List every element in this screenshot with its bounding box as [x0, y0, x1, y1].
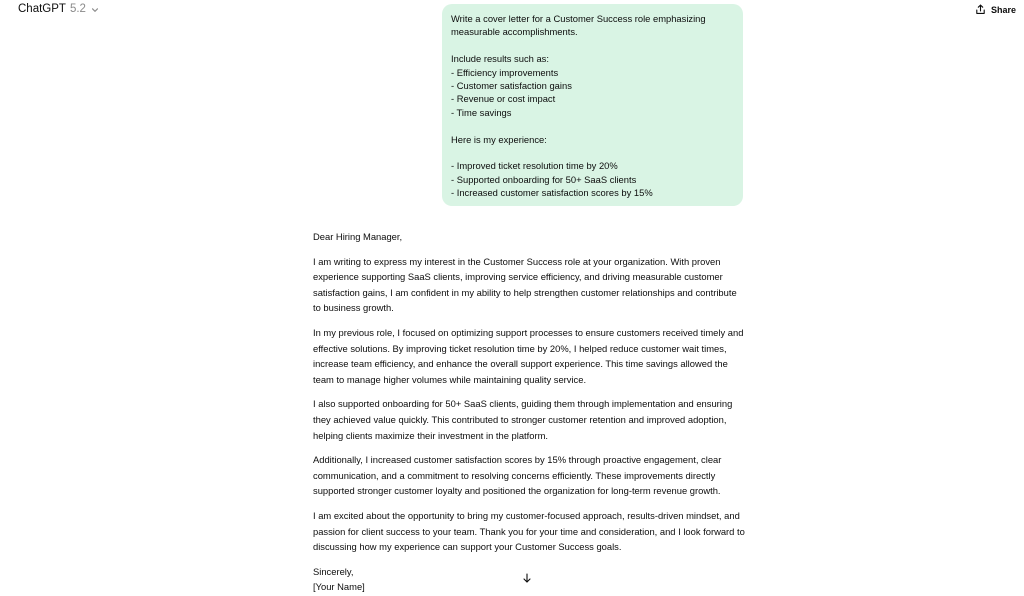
paragraph: In my previous role, I focused on optimizing support processes to ensure customers received timely and effective solutions. By improving ticket resolution time by 20%, I helped reduce customer wait times, increase team efficiency, and enhance the overall support experience. This time savings allowed the team to manage higher volumes while maintaining quality service. [313, 326, 744, 385]
model-name: ChatGPT [18, 3, 66, 15]
user-message-line: Write a cover letter for a Customer Success role emphasizing [451, 13, 706, 24]
assistant-message [313, 229, 745, 595]
closing: Sincerely, [313, 565, 354, 577]
user-message-line [451, 146, 734, 159]
user-message-line: Include results such as: [451, 53, 549, 65]
share-button[interactable] [975, 4, 1016, 15]
user-message-line [451, 39, 734, 52]
model-switcher[interactable] [18, 3, 100, 15]
user-message-line: - Revenue or cost impact [451, 93, 556, 105]
user-message-line: - Efficiency improvements [451, 66, 559, 78]
user-message-line: Here is my experience: [451, 133, 547, 145]
user-message-line: - Time savings [451, 106, 512, 118]
user-message-line: - Improved ticket resolution time by 20% [451, 160, 618, 172]
scroll-to-bottom-button[interactable] [519, 570, 535, 586]
arrow-down-icon [521, 572, 533, 584]
salutation: Dear Hiring Manager, [313, 231, 403, 242]
share-label: Share [990, 4, 1016, 15]
paragraph: I am writing to express my interest in the Customer Success role at your organization. With proven experience supporting SaaS clients, improving service efficiency, and driving measurable customer satisfaction gains, I am confident in my ability to help strengthen customer relationships and contribute to business growth. [313, 255, 737, 314]
user-message-line [451, 119, 734, 132]
user-message-line: measurable accomplishments. [451, 26, 578, 38]
signature: [Your Name] [313, 581, 365, 593]
paragraph: Additionally, I increased customer satisfaction scores by 15% through proactive engagement, clear communication, and a commitment to resolving concerns efficiently. These improvements directly supported stronger customer loyalty and positioned the organization for long-term revenue growth. [313, 454, 722, 497]
user-message-line: - Increased customer satisfaction scores by 15% [451, 187, 653, 199]
chevron-down-icon [90, 5, 100, 15]
user-message-line: - Supported onboarding for 50+ SaaS clients [451, 173, 637, 185]
paragraph: I am excited about the opportunity to bring my customer-focused approach, results-driven mindset, and passion for client success to your team. Thank you for your time and consideration, and I look forward to discussing how my experience can support your Customer Success goals. [313, 509, 745, 553]
user-message-line: - Customer satisfaction gains [451, 79, 572, 91]
user-message-bubble [442, 4, 743, 206]
share-icon [975, 4, 986, 15]
model-version: 5.2 [69, 3, 86, 15]
paragraph: I also supported onboarding for 50+ SaaS clients, guiding them through implementation and ensuring they achieved value quickly. This contributed to stronger customer retention and improved adoption, helping clients maximize their investment in the platform. [313, 398, 733, 441]
